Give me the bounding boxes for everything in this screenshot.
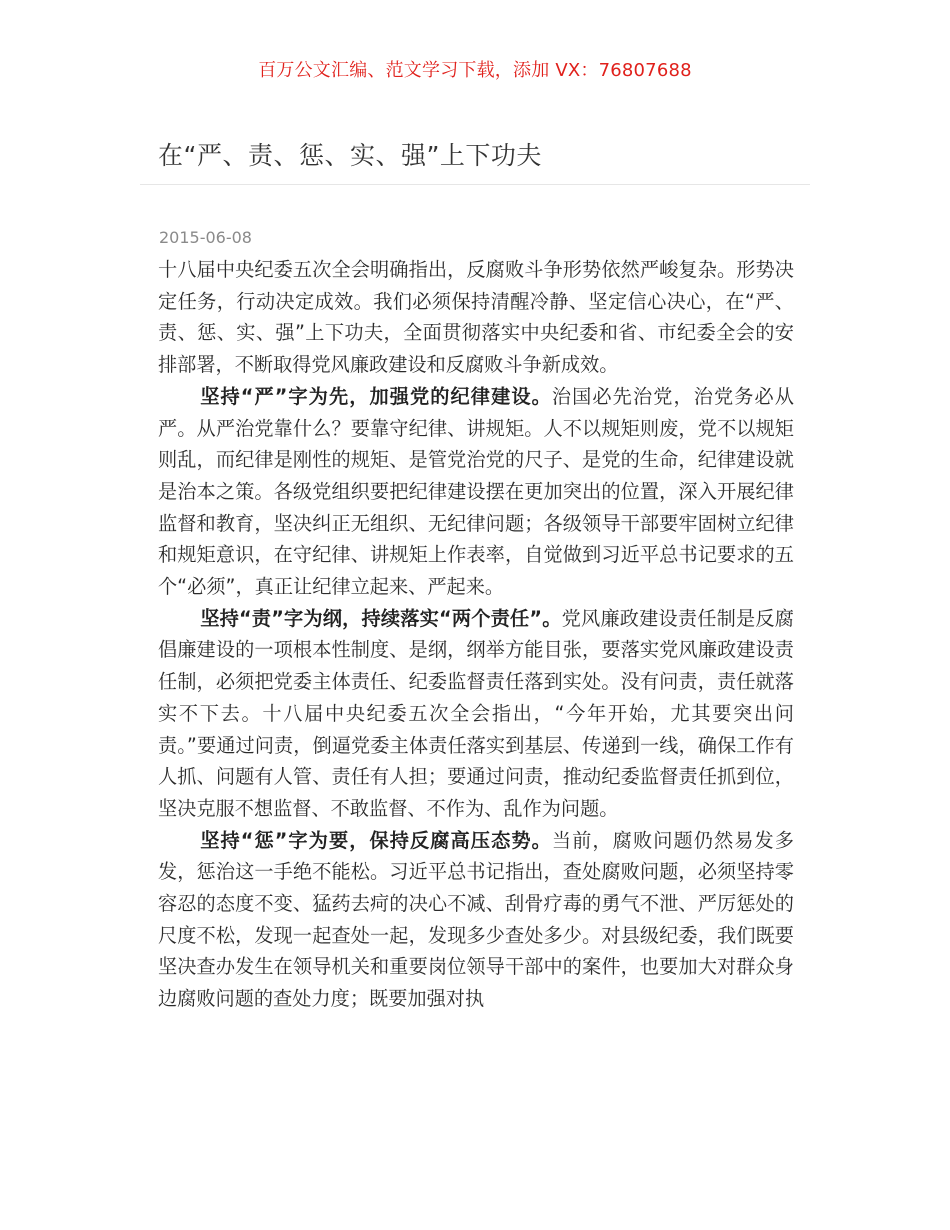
section-paragraph-responsibility	[158, 603, 794, 825]
article-title: 在“严、责、惩、实、强”上下功夫	[158, 141, 542, 170]
section-paragraph-strict	[158, 381, 794, 603]
title-divider	[140, 184, 810, 185]
intro-paragraph: 十八届中央纪委五次全会明确指出，反腐败斗争形势依然严峻复杂。形势决定任务，行动决定成效。我们必须保持清醒冷静、坚定信心决心，在“严、责、惩、实、强”上下功夫，全面贯彻落实中央纪委和省、市纪委全会的安排部署，不断取得党风廉政建设和反腐败斗争新成效。	[158, 258, 794, 377]
section-text: 党风廉政建设责任制是反腐倡廉建设的一项根本性制度、是纲，纲举方能目张，要落实党风廉政建设责任制，必须把党委主体责任、纪委监督责任落到实处。没有问责，责任就落实不下去。十八届中央纪委五次全会指出，“今年开始，尤其要突出问责。”要通过问责，倒逼党委主体责任落实到基层、传递到一线，确保工作有人抓、问题有人管、责任有人担；要通过问责，推动纪委监督责任抓到位，坚决克服不想监督、不敢监督、不作为、乱作为问题。	[158, 606, 794, 820]
section-heading: 坚持“惩”字为要，保持反腐高压态势。	[200, 828, 552, 852]
section-text: 治国必先治党，治党务必从严。从严治党靠什么？要靠守纪律、讲规矩。人不以规矩则废，党不以规矩则乱，而纪律是刚性的规矩、是管党治党的尺子、是党的生命，纪律建设就是治本之策。各级党组织要把纪律建设摆在更加突出的位置，深入开展纪律监督和教育，坚决纠正无组织、无纪律问题；各级领导干部要牢固树立纪律和规矩意识，在守纪律、讲规矩上作表率，自觉做到习近平总书记要求的五个“必须”，真正让纪律立起来、严起来。	[158, 384, 794, 599]
publish-date: 2015-06-08	[159, 228, 252, 247]
section-text: 当前，腐败问题仍然易发多发，惩治这一手绝不能松。习近平总书记指出，查处腐败问题，必须坚持零容忍的态度不变、猛药去疴的决心不减、刮骨疗毒的勇气不泄、严厉惩处的尺度不松，发现一起查处一起，发现多少查处多少。对县级纪委，我们既要坚决查办发生在领导机关和重要岗位领导干部中的案件，也要加大对群众身边腐败问题的查处力度；既要加强对执	[158, 828, 794, 1011]
section-heading: 坚持“责”字为纲，持续落实“两个责任”。	[200, 606, 562, 630]
section-paragraph-punish	[158, 825, 794, 1015]
promo-banner: 百万公文汇编、范文学习下载，添加 VX：76807688	[258, 60, 692, 81]
section-heading: 坚持“严”字为先，加强党的纪律建设。	[200, 384, 552, 408]
article-body	[158, 254, 794, 1015]
